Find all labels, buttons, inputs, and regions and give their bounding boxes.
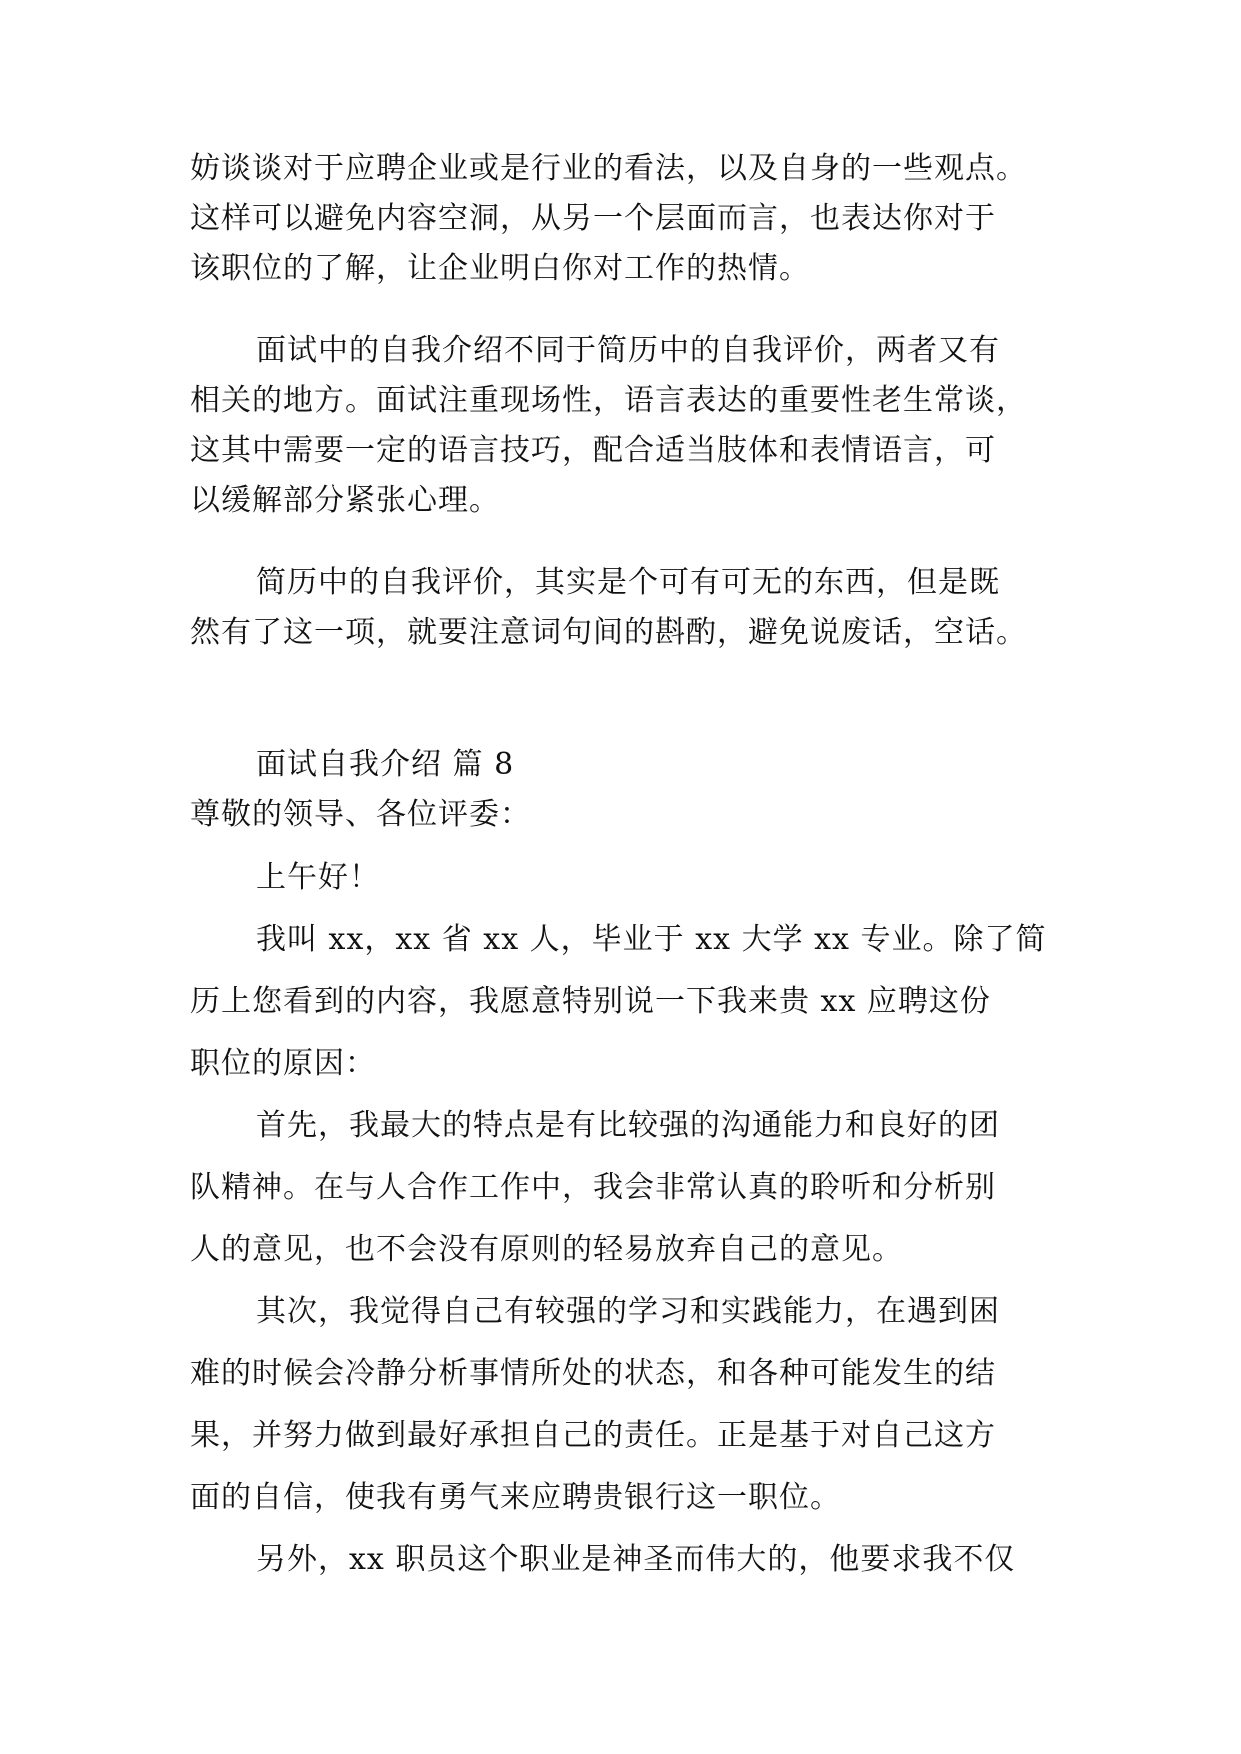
- text-line: 面的自信，使我有勇气来应聘贵银行这一职位。: [190, 1480, 841, 1515]
- text-line: 职位的原因：: [190, 1046, 376, 1081]
- text-line: 妨谈谈对于应聘企业或是行业的看法，以及自身的一些观点。: [190, 151, 1027, 186]
- text-line: 这其中需要一定的语言技巧，配合适当肢体和表情语言，可: [190, 433, 996, 468]
- paragraph-first-line: 简历中的自我评价，其实是个可有可无的东西，但是既: [256, 565, 1000, 600]
- greeting: 上午好！: [256, 860, 380, 895]
- text-line: 人的意见，也不会没有原则的轻易放弃自己的意见。: [190, 1232, 903, 1267]
- text-line: 果，并努力做到最好承担自己的责任。正是基于对自己这方: [190, 1418, 996, 1453]
- paragraph-first-line: 首先，我最大的特点是有比较强的沟通能力和良好的团: [256, 1108, 1000, 1143]
- paragraph-first-line: 其次，我觉得自己有较强的学习和实践能力，在遇到困: [256, 1294, 1000, 1329]
- text-line: 这样可以避免内容空洞，从另一个层面而言，也表达你对于: [190, 201, 996, 236]
- section-title: 面试自我介绍 篇 8: [256, 747, 515, 782]
- paragraph-first-line: 另外，xx 职员这个职业是神圣而伟大的，他要求我不仅: [256, 1542, 1016, 1577]
- text-line: 队精神。在与人合作工作中，我会非常认真的聆听和分析别: [190, 1170, 996, 1205]
- text-line: 难的时候会冷静分析事情所处的状态，和各种可能发生的结: [190, 1356, 996, 1391]
- text-line: 该职位的了解，让企业明白你对工作的热情。: [190, 251, 810, 286]
- text-line: 相关的地方。面试注重现场性，语言表达的重要性老生常谈，: [190, 383, 1027, 418]
- salutation: 尊敬的领导、各位评委：: [190, 797, 531, 832]
- paragraph-first-line: 面试中的自我介绍不同于简历中的自我评价，两者又有: [256, 333, 1000, 368]
- paragraph-first-line: 我叫 xx，xx 省 xx 人，毕业于 xx 大学 xx 专业。除了简: [256, 922, 1047, 957]
- text-line: 然有了这一项，就要注意词句间的斟酌，避免说废话，空话。: [190, 615, 1027, 650]
- text-line: 以缓解部分紧张心理。: [190, 483, 500, 518]
- text-line: 历上您看到的内容，我愿意特别说一下我来贵 xx 应聘这份: [190, 984, 991, 1019]
